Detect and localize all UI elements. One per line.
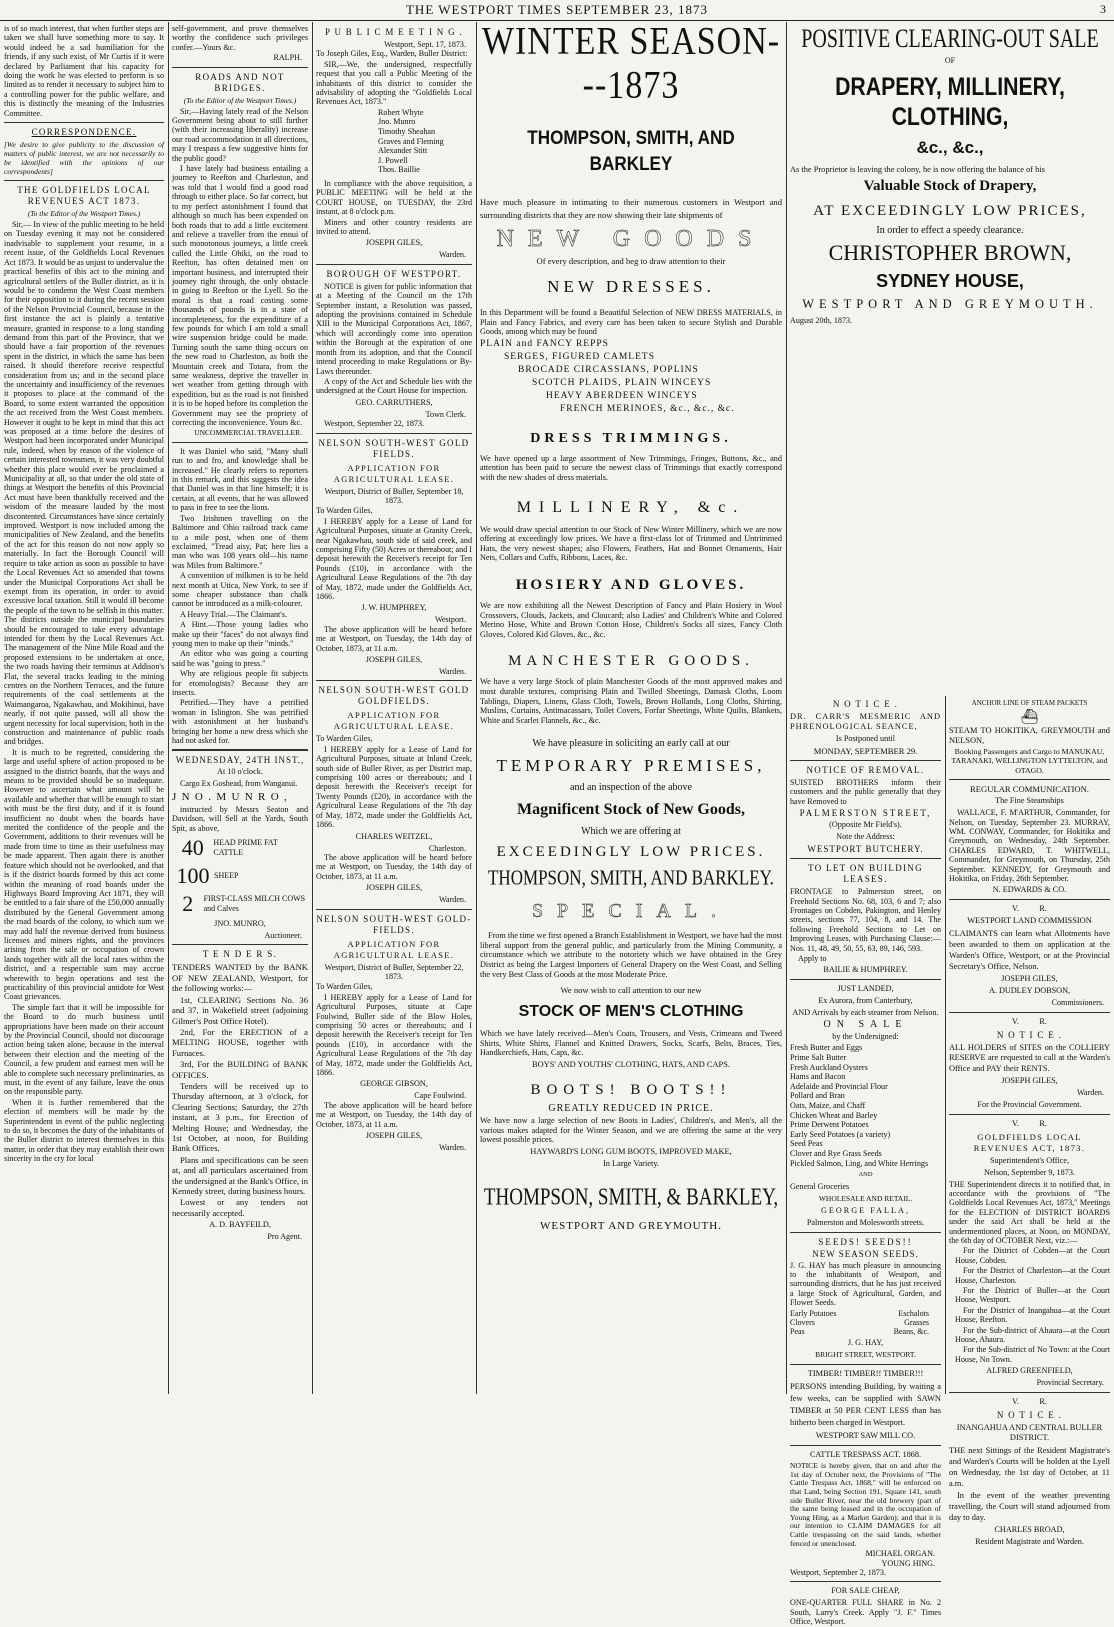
- sale-instructions: instructed by Messrs Seaton and Davidson, will Sell at the Yards, South Spit, as above,: [172, 804, 308, 833]
- notice-subheading: APPLICATION FOR AGRICULTURAL LEASE.: [333, 710, 455, 732]
- notice-date: Westport, September 22, 1873.: [324, 419, 425, 429]
- millinery-heading: MILLINERY, &c.: [516, 498, 746, 516]
- claimants-text: CLAIMANTS can learn what Allotments have been awarded to them on application at the Warden's Office, Westport, or at the Provincial Secretary's Office, Nelson.: [949, 929, 1110, 972]
- notice-body: In compliance with the above requisition, a PUBLIC MEETING will be held at the COURT HOUSE, on TUESDAY, the 23rd instant, at 8 o'clock p.m.: [316, 179, 472, 217]
- ad-line: OF: [944, 56, 956, 65]
- cattle-text: NOTICE is hereby given, that on and after the 1st day of October next, the Provisions of "The Cattle Trespass Act, 1868," will be enforced on that Land, being Section 191, Square 141, south side Buller River, near the old brewery (part of the same being leased and in the occupation of Young Hing, as a Market Garden); and that it is our intention to CLAIM DAMAGES for all Cattle trespassing on the said lands, whether fenced or unenclosed.: [790, 1461, 941, 1548]
- new-goods-heading: NEW GOODS: [496, 226, 766, 252]
- proprietor-name: CHRISTOPHER BROWN,: [828, 240, 1072, 265]
- notice-role: Cape Foulwind.: [414, 1091, 466, 1101]
- ad-line: Note the Address:: [836, 832, 895, 842]
- trimmings-heading: DRESS TRIMMINGS.: [530, 430, 732, 446]
- miscellany-item: A Hint.—Those young ladies who make up their "faces" do not always find young men to make up their "minds.": [172, 620, 308, 648]
- butchery-name: WESTPORT BUTCHERY.: [807, 844, 924, 855]
- divider: [790, 1364, 941, 1365]
- notice-date: Westport, District of Buller, September 22, 1873.: [324, 962, 464, 981]
- election-place: For the Sub-district of Ahaura—at the Court House, Ahaura.: [955, 1325, 1110, 1344]
- notice-role: Commissioners.: [1051, 998, 1104, 1008]
- vr-mark: V. R.: [1012, 1118, 1047, 1128]
- notice-role: Warden.: [439, 667, 466, 677]
- divider: [316, 264, 472, 265]
- special-heading: SPECIAL.: [531, 900, 731, 923]
- notice-signature: GEO. CARRUTHERS,: [355, 397, 433, 407]
- seed-row: [790, 1318, 941, 1327]
- column-5-clearing-sale: [790, 24, 1110, 696]
- divider: [316, 680, 472, 681]
- new-address: PALMERSTON STREET,: [799, 808, 932, 819]
- notice-addressee: To Warden Giles,: [316, 982, 373, 992]
- letter-paragraph: I have lately had business entailing a journey to Reefton and Charleston, and was told that I would find a good road through to either place. So far correct, but to my perfect astonishment I found that although so much has been expended on both roads that to add a little excitement and relieve a traveller from the ennui of such monotonous journeys, a little creek called the Little Ohiki, on the road to Reefton, has often detained men on important business, and interrupted their journey right through, the only obstacle in going to Reefton or the Lyell. So the moral is that a road costing some thousands of pounds is in a state of incompleteness, for the expenditure of a few pounds for which I am told a small wire suspension bridge could be made. Turning south the same thing occurs on the new road to Charleston, as both the Mountain creek and Totara, from the same weakness, deprive the traveller in wet weather from getting through with expedition, but as the road is not finished it is to be hoped before its completion the Government may see the propriety of correcting the inconvenience. Yours &c.: [172, 164, 308, 428]
- signatory: Graves and Fleming: [378, 136, 444, 146]
- signatory: Alexander Stitt: [378, 146, 428, 156]
- lot-text: FIRST-CLASS MILCH COWS and Calves: [203, 894, 306, 914]
- district-heading: INANGAHUA AND CENTRAL BULLER DISTRICT.: [956, 1422, 1103, 1442]
- mill-name: WESTPORT SAW MILL CO.: [815, 1431, 916, 1441]
- boots-heading: BOOTS! BOOTS!!: [530, 1082, 732, 1099]
- notice-heading: GOLDFIELDS LOCAL REVENUES ACT, 1873.: [973, 1131, 1086, 1153]
- lot-number: 100: [176, 863, 210, 889]
- election-place: For the District of Inangahua—at the Court House, Reefton.: [955, 1305, 1110, 1325]
- letter-heading: ROADS AND NOT BRIDGES.: [195, 71, 285, 93]
- divider: [790, 1445, 941, 1446]
- signatory: Timothy Sheahan: [378, 127, 436, 137]
- ad-line: Apply to: [798, 954, 827, 964]
- goods-item: Pollard and Bran: [790, 1091, 845, 1101]
- seance-date: MONDAY, SEPTEMBER 29.: [813, 746, 918, 756]
- notice-heading: N O T I C E .: [996, 1029, 1063, 1040]
- column-3: [316, 24, 472, 1394]
- notice-addressee: To Warden Giles,: [316, 734, 373, 744]
- column-2: [172, 24, 308, 1394]
- ad-line: Which we are offering at: [581, 826, 681, 838]
- tender-signature: A. D. BAYFEILD,: [209, 1220, 271, 1230]
- column-5a: [790, 696, 941, 1627]
- seed-item: Eschalots: [898, 1308, 929, 1318]
- goods-item: General Groceries: [790, 1182, 850, 1192]
- column-rule: [786, 22, 787, 1394]
- manchester-text: We have a very large Stock of plain Manchester Goods of the most approved makes and most durable textures, comprising Plain and Twilled Sheetings, Damask Cloths, Loom Tablings, Diapers, Linens, Glass Cloth, Towels, Brown Hollands, Long Cloths, Shirting, Muslins, Curtains, Antimacassars, Toilet Covers, Forfar Sheetings, White Quilts, Blankets, White and Scarlet Flannels, &c., &c.: [480, 677, 782, 725]
- column-rule: [168, 22, 169, 1394]
- special-text: From the time we first opened a Branch Establishment in Westport, we have had the most liberal support from the general public, and particularly from the Mining Community, a circumstance which we attribute to the notoriety which we have obtained in the Grey District as being the Largest Importers of General Drapery on the West Coast, and Selling the very Best Class of Goods at the most Moderate Price.: [480, 931, 782, 979]
- divider: [949, 779, 1110, 780]
- lot-number: 2: [182, 891, 194, 917]
- divider: [949, 1114, 1110, 1115]
- lease-text: FRONTAGE to Palmerston street, on Freehold Sections No. 68, 103, 6 and 7; also Frontages on Cobden, Pakington, and Henley streets, sections 77, 104, 8, and 14. The following Freehold Sections to Let on Improving Leases, with Purchasing Clause:—Nos. 11, 48, 49, 50, 55, 63, 89, 146, 593.: [790, 887, 941, 953]
- ad-line: by the Undersigned:: [832, 1032, 899, 1042]
- notice-heading: NELSON SOUTH-WEST GOLD GOLDFIELDS.: [318, 685, 470, 707]
- firm-name: THOMPSON, SMITH, AND BARKLEY: [527, 128, 735, 175]
- miscellany-item: Why are religious people fit subjects for etomologists? Because they are insects.: [172, 669, 308, 697]
- sittings-text: THE next Sittings of the Resident Magistrate's and Warden's Courts will be holden at the Lyell on Wednesday, the 1st day of October, at 11 a.m.: [949, 1445, 1110, 1488]
- lot-text: SHEEP: [214, 871, 239, 881]
- signatory: Thos. Baillie: [378, 165, 420, 175]
- ad-signature: BAILIE & HUMPHREY.: [823, 965, 908, 975]
- vr-mark: V. R.: [1012, 1016, 1047, 1026]
- goods-item: Prime Salt Butter: [790, 1053, 847, 1063]
- ad-intro: Have much pleasure in intimating to their numerous customers in Westport and surrounding districts that they are now showing their late shipments of: [480, 197, 782, 220]
- goods-item: Prime Derwent Potatoes: [790, 1120, 869, 1130]
- places: WESTPORT AND GREYMOUTH.: [802, 297, 1098, 311]
- notice-signature: YOUNG HING.: [881, 1558, 935, 1568]
- ad-line: The Fine Steamships: [995, 796, 1064, 806]
- ad-line: In order to effect a speedy clearance.: [876, 225, 1024, 236]
- notice-signature: CHARLES BROAD,: [994, 1524, 1065, 1534]
- notice-heading: N O T I C E .: [832, 699, 899, 709]
- tender-item: 1st, CLEARING Sections No. 36 and 37, in Wakefield street (adjoining Gilmer's Post Office Hotel).: [172, 994, 308, 1026]
- lot-row: [172, 863, 308, 889]
- ad-date: August 20th, 1873.: [790, 316, 853, 325]
- seeds-heading: SEEDS! SEEDS!!: [818, 1236, 913, 1247]
- newspaper-title: THE WESTPORT TIMES SEPTEMBER 23, 1873: [405, 2, 709, 17]
- boots-text: We have now a large selection of new Boots in Ladies', Children's, and Men's, all the various makes adapted for the Winter Season, and we are offering the same at the very lowest possible prices.: [480, 1116, 782, 1145]
- goods-item: Adelaide and Provincial Flour: [790, 1081, 888, 1091]
- valuable-stock: Valuable Stock of Drapery,: [863, 178, 1037, 194]
- notice-addressee: To Joseph Giles, Esq., Warden, Buller District:: [316, 49, 468, 59]
- sydney-house: SYDNEY HOUSE,: [876, 271, 1024, 291]
- notice-signature: JOSEPH GILES,: [365, 1131, 423, 1141]
- notice-body: I HEREBY apply for a Lease of Land for Agricultural Purposes, situate at Cape Foulwind, Buller side of the Blow Holes, comprising 50 acres or thereabouts; and I deposit herewith the Receiver's receipt for Ten pounds (£10), in accordance with the Agricultural Lease Regulations of the 7th day of May, 1872, made under the Goldfields Act, 1866.: [316, 992, 472, 1077]
- seeds-subheading: NEW SEASON SEEDS.: [812, 1248, 919, 1259]
- election-place: For the Sub-district of No Town: at the Court House, No Town.: [955, 1345, 1110, 1364]
- merchant-name: J. G. HAY,: [847, 1338, 884, 1348]
- for-sale-text: ONE-QUARTER FULL SHARE in No. 2 South, Larry's Creek. Apply "J. F." Times Office, Westport.: [790, 1598, 941, 1627]
- low-prices: EXCEEDINGLY LOW PRICES.: [496, 844, 766, 861]
- tenders-heading: T E N D E R S.: [202, 949, 278, 960]
- ad-line: We have pleasure in soliciting an early call at our: [532, 738, 730, 750]
- timber-heading: TIMBER! TIMBER!! TIMBER!!!: [807, 1369, 924, 1379]
- notice-signature: JOSEPH GILES,: [365, 655, 423, 665]
- notice-signature: JOSEPH GILES,: [365, 883, 423, 893]
- vr-mark: V. R.: [1012, 1396, 1047, 1406]
- election-text: THE Superintendent directs it to notified that, in accordance with the provisions of "The Goldfields Local Revenues Act, 1873," Meetings for the ELECTION of DISTRICT BOARDS under the said Act shall be held at the undermentioned places, at Noon, on MONDAY, the 6th day of OCTOBER Next, viz.:—: [949, 1179, 1110, 1245]
- notice-body: SIR,—We, the undersigned, respectfully request that you call a Public Meeting of the inhabitants of this district to consider the advisability of adopting the "Goldfields Local Revenues Act, 1873.": [316, 59, 472, 107]
- miscellany-item: A Heavy Trial.—The Claimant's.: [180, 609, 287, 619]
- auctioneer-role: Auctioneer.: [264, 931, 302, 941]
- notice-signature: MICHAEL ORGAN.: [865, 1549, 935, 1559]
- shipping-line: ANCHOR LINE OF STEAM PACKETS: [971, 699, 1088, 707]
- notice-body: Miners and other country residents are invited to attend.: [316, 217, 472, 237]
- ad-line: WHOLESALE AND RETAIL.: [818, 1193, 913, 1203]
- seed-item: Peas: [790, 1327, 805, 1337]
- ship-icon: ⛴: [1020, 710, 1039, 725]
- booking-text: Booking Passengers and Cargo to MANUKAU, TARANAKI, WELLINGTON LYTTELTON, and OTAGO.: [951, 747, 1108, 775]
- notice-date: Westport, District of Buller, September 18, 1873.: [324, 486, 464, 505]
- seance-notice: DR. CARR'S MESMERIC AND PHRENOLOGICAL SEANCE,: [790, 712, 941, 731]
- divider: [790, 760, 941, 761]
- tenders-intro: TENDERS WANTED by the BANK OF NEW ZEALAND, Westport, for the following works:—: [172, 962, 308, 994]
- divider: [172, 67, 308, 68]
- firm-places: WESTPORT AND GREYMOUTH.: [540, 1219, 722, 1232]
- notice-signature: ALFRED GREENFIELD,: [986, 1366, 1073, 1376]
- millinery-text: We would draw special attention to our Stock of New Winter Millinery, which we are now offering at exceedingly low prices. We have a first-class lot of Trimmed and Untrimmed Hats, the very newest shapes; also Flowers, Feathers, Hat and Bonnet Ornaments, Hair Nets, Collars and Cuffs, Ribbons, Laces, &c.: [480, 524, 782, 563]
- miscellany-item: It was Daniel who said, "Many shall run to and fro, and knowledge shall be increased." He clearly refers to reporters in this remark, and this suggests the idea that Daniel was in that line himself; it is certain, at all events, that he was allowed to pass in free to see the lions.: [172, 446, 308, 513]
- notice-subheading: APPLICATION FOR AGRICULTURAL LEASE.: [333, 938, 455, 960]
- notice-body: The above application will be heard before me at Westport, on Tuesday, the 14th day of October, 1873, at 11 a.m.: [316, 1100, 472, 1129]
- letter-paragraph: It is much to be regretted, considering the large and useful sphere of action proposed to be assigned to the district boards, that the ways and means to be provided should be so inadequate. However to ascertain what amount will be available and whether that will be enough to start with must be the first duty, and if it is found insufficient no doubt when the boards have merited the confidence of the people and the Government, additions to their revenues will be made from time to time as their usefulness may be made apparent. Then again there is another feature which should not be overlooked, and that is if the district boards formed by this act come within the meaning of road boards under the Highways Board Improving Act 1871, they will be entitled to a fair share of the £50,000 annually distributed by the General Government among the road boards of the colony, to which sum we may add half the revenue derived from business licenses and miners rights, and the provinces arising from the sale or occupation of crown lands together with all the local rates within the district, and a respectable sum may accrue wherewith to begin operations and test the practicability of this provincial antidote for West Coast grievances.: [4, 747, 164, 1002]
- lot-row: [172, 891, 308, 917]
- notice-body: The above application will be heard before me at Westport, on Tuesday, the 14th day of October, 1873, at 11 a.m.: [316, 624, 472, 653]
- notice-subheading: APPLICATION FOR AGRICULTURAL LEASE.: [333, 462, 455, 484]
- notice-role: Warden.: [439, 895, 466, 905]
- auctioneer-heading: J N O . M U N R O ,: [172, 790, 289, 803]
- letter-heading: THE GOLDFIELDS LOCAL REVENUES ACT 1873.: [17, 185, 151, 207]
- divider: [949, 899, 1110, 900]
- notice-heading: BOROUGH OF WESTPORT.: [326, 268, 462, 279]
- merchant-address: Palmerston and Molesworth streets.: [806, 1217, 925, 1227]
- hayward-boots: HAYWARD'S LONG GUM BOOTS, IMPROVED MAKE,: [530, 1146, 732, 1156]
- dresses-text: In this Department will be found a Beautiful Selection of NEW DRESS MATERIALS, in Plain and Fancy Fabrics, and every care has been taken to secure Stylish and Durable Goods, among which may be found: [480, 308, 782, 337]
- letter-continuation: self-government, and prove themselves worthy the confidence such privileges confer.—Yours &c.: [172, 24, 308, 52]
- ad-line: Of every description, and beg to draw attention to their: [536, 256, 726, 266]
- goods-item: Fresh Butter and Eggs: [790, 1043, 863, 1053]
- notice-heading: NELSON SOUTH-WEST GOLD FIELDS.: [318, 437, 470, 459]
- divider: [4, 180, 164, 181]
- notice-signature: JOSEPH GILES,: [365, 238, 423, 248]
- notice-signature: CHARLES WEITZEL,: [355, 831, 433, 841]
- letter-paragraph: The simple fact that it will be impossible for the Board to do much business until appropriations have been made on their account by the Provincial Council, should not discourage action being taken alone, because in the interval between their election and the meeting of the Council, a few prudent and earnest men will be able to complete such necessary preliminaries, as must, in the event of any failure, leave the onus on the responsible party.: [4, 1002, 164, 1097]
- premises-heading: TEMPORARY PREMISES,: [496, 756, 766, 776]
- notice-signature: JOSEPH GILES,: [1001, 974, 1058, 984]
- divider: [172, 749, 308, 751]
- column-rule: [476, 22, 477, 1394]
- page-number: 3: [1100, 2, 1106, 16]
- notice-body: I HEREBY apply for a Lease of Land for Agricultural Purposes, situate at Granity Creek, near Ngakawhau, south side of said creek, and comprising Fifty (50) Acres or thereabout; and I deposit herewith the Receiver's receipt for Ten Pounds (£10), in accordance with the Agricultural Lease Regulations of the 7th day of May, 1872, made under the Goldfields Act, 1866.: [316, 516, 472, 601]
- seed-item: Clovers: [790, 1317, 815, 1327]
- for-sale-heading: FOR SALE CHEAP,: [831, 1586, 900, 1596]
- tender-terms: Plans and specifications can be seen at, and all particulars ascertained from the undersigned at the Bank's Office, in Kennedy street, during business hours.: [172, 1154, 308, 1196]
- election-place: For the District of Cobden—at the Court House, Cobden.: [955, 1246, 1110, 1265]
- goods-item: Hams and Bacon: [790, 1072, 846, 1082]
- steam-service: STEAM TO HOKITIKA, GREYMOUTH and NELSON,: [949, 726, 1110, 745]
- notice-signature: JOSEPH GILES,: [1001, 1076, 1058, 1086]
- election-place: For the District of Charleston—at the Court House, Charleston.: [955, 1266, 1110, 1285]
- notice-role: Town Clerk.: [425, 409, 466, 419]
- ad-line: AND: [858, 1171, 873, 1179]
- divider: [949, 1392, 1110, 1393]
- notice-signature: J. W. HUMPHREY,: [361, 603, 427, 613]
- ad-line: Is Postponed until: [835, 734, 896, 743]
- ad-line: Ex Aurora, from Canterbury,: [818, 996, 913, 1006]
- goods-item: Seed Peas: [790, 1139, 823, 1149]
- sale-headline: POSITIVE CLEARING-OUT SALE: [801, 24, 1099, 54]
- seed-item: Grasses: [904, 1317, 929, 1327]
- goods-item: Early Seed Potatoes (a variety): [790, 1129, 891, 1139]
- fabric-item: SERGES, FIGURED CAMLETS: [504, 351, 655, 362]
- signatory: Robert Whyte: [378, 107, 424, 117]
- column-1: [4, 24, 164, 1394]
- article-continuation: is of so much interest, that when further steps are taken we shall have something more to say. It would indeed be a sad humiliation for the friends, if any such exist, of Mr Curtis if it were declared by Parliament that his capacity for doing the work he was elected to perform is so limited as to render it necessary to subject him to a controlling power for the public welfare, and this is distinctly the meaning of the Industries Committee.: [4, 24, 164, 118]
- divider: [316, 433, 472, 434]
- divider: [316, 909, 472, 910]
- fabric-item: BROCADE CIRCASSIANS, POPLINS: [518, 364, 699, 375]
- goods-item: Clover and Rye Grass Seeds: [790, 1149, 882, 1158]
- sale-date: WEDNESDAY, 24TH INST.,: [175, 755, 305, 766]
- election-place: For the District of Buller—at the Court House, Westport.: [955, 1285, 1110, 1305]
- seeds-text: J. G. HAY has much pleasure in announcing to the inhabitants of Westport, and surrounding districts, that he has just received a large Stock of Agricultural, Garden, and Flower Seeds.: [790, 1260, 941, 1308]
- notice-heading: TO LET ON BUILDING LEASES.: [808, 863, 923, 885]
- miscellany-item: An editor who was going a courting said he was "going to press.": [172, 649, 308, 668]
- letter-paragraph: When it is further remembered that the election of members will be made by the Superintendent in event of the public neglecting to do so, it becomes the duty of the inhabitants of the Buller district to interest themselves in this matter, in order that they may establish their own sincerity in the cry for local: [4, 1097, 164, 1164]
- notice-signature: GEORGE GIBSON,: [360, 1079, 428, 1089]
- signatory: Jno. Munro: [378, 117, 416, 127]
- notice-role: Warden.: [1077, 1088, 1104, 1098]
- vr-mark: V. R.: [1012, 904, 1047, 914]
- goods-item: Fresh Auckland Oysters: [790, 1062, 868, 1072]
- seed-item: Early Potatoes: [790, 1308, 837, 1318]
- on-sale-heading: ON SALE: [823, 1019, 908, 1031]
- tender-terms: Tenders will be received up to Thursday afternoon, at 3 o'clock, for Clearing Sections; Saturday, the 27th instant, at 3 p.m., for Erection of Melting House; and Wednesday, the 1st October, at noon, for Building Bank Offices.: [172, 1080, 308, 1154]
- notice-role: Warden.: [439, 250, 466, 260]
- divider: [790, 1581, 941, 1582]
- miscellany-item: Two Irishmen travelling on the Baltimore and Ohio railroad track came to a mile post, when one of them exclaimed, "Tread aisy, Pat; here lies a man who was 108 years old—his name was Miles from Baltimore.": [172, 513, 308, 570]
- lot-number: 40: [181, 835, 204, 861]
- column-rule: [945, 696, 946, 1394]
- hosiery-heading: HOSIERY AND GLOVES.: [515, 576, 747, 593]
- tender-role: Pro Agent.: [267, 1232, 302, 1242]
- notice-date: Westport, Sept. 17, 1873.: [384, 40, 466, 49]
- tender-item: 3rd, For the BUILDING of BANK OFFICES.: [172, 1059, 308, 1080]
- lot-text: HEAD PRIME FAT CATTLE: [213, 838, 278, 858]
- seed-row: [790, 1327, 941, 1336]
- notice-heading: CATTLE TRESPASS ACT. 1868.: [809, 1450, 922, 1460]
- ad-line: Superintendent's Office,: [989, 1155, 1070, 1165]
- notice-role: Charleston.: [428, 843, 466, 853]
- etc-line: &c., &c.,: [916, 138, 984, 157]
- notice-date: Nelson, September 9, 1873.: [984, 1167, 1075, 1177]
- notice-role: For the Provincial Government.: [977, 1099, 1082, 1109]
- divider: [949, 1012, 1110, 1013]
- ad-line: (Opposite Mr Field's).: [829, 820, 902, 830]
- column-4-drapery-ad: [480, 20, 782, 1394]
- ad-line: We now wish to call attention to our new: [560, 985, 702, 996]
- sailing-schedule: WALLACE, F. M'ARTHUR, Commander, for Nelson, on Tuesday, September 23. MURRAY, WM. CONWAY, Commander, for Hokitika and Greymouth, on Wednesday, 24th September. CHARLES EDWARD, T. WHITWELL, Commander, for Greymouth, on Thursday, 25th September. KENNEDY, for Greymouth and Hokitika, on Friday, 26th September.: [949, 808, 1110, 884]
- letter-signature: UNCOMMERCIAL TRAVELLER.: [194, 428, 302, 438]
- sale-cargo: Cargo Ex Goshead, from Wanganui.: [180, 779, 298, 789]
- variety: In Large Variety.: [602, 1158, 660, 1168]
- notice-addressee: To Warden Giles,: [316, 506, 373, 516]
- notice-heading: NELSON SOUTH-WEST GOLD-FIELDS.: [316, 913, 472, 935]
- sittings-text: In the event of the weather preventing travelling, the Court will stand adjourned from day to day.: [949, 1490, 1110, 1522]
- low-prices: AT EXCEEDINGLY LOW PRICES,: [813, 203, 1087, 219]
- editorial-note: [We desire to give publicity to the discussion of matters of public interest, we are not necessarily to be identified with the opinions of our correspondents]: [4, 140, 164, 177]
- fabric-item: HEAVY ABERDEEN WINCEYS: [546, 390, 698, 401]
- boots-subheading: GREATLY REDUCED IN PRICE.: [548, 1103, 714, 1115]
- letter-signature: RALPH.: [273, 53, 302, 63]
- dresses-heading: NEW DRESSES.: [547, 277, 715, 296]
- ad-headline: WINTER SEASON---1873: [481, 20, 781, 107]
- divider: [790, 979, 941, 980]
- notice-role: Provincial Secretary.: [1036, 1378, 1104, 1388]
- notice-body: The above application will be heard before me at Westport, on Tuesday, the 14th day of October, 1873, at 11 a.m.: [316, 852, 472, 881]
- goods-item: Pickled Salmon, Ling, and White Herrings: [790, 1158, 929, 1168]
- notice-role: Warden.: [439, 1143, 466, 1153]
- seed-row: [790, 1309, 941, 1318]
- signatory: J. Powell: [378, 155, 408, 165]
- letter-addressee: (To the Editor of the Westport Times.): [183, 95, 297, 105]
- notice-body: A copy of the Act and Schedule lies with the undersigned at the Court House for inspection.: [316, 376, 472, 396]
- boys-clothing: BOYS' AND YOUTHS' CLOTHING, HATS, AND CAPS.: [532, 1060, 730, 1070]
- divider: [790, 858, 941, 859]
- tender-terms: Lowest or any tenders not necessarily accepted.: [172, 1197, 308, 1218]
- divider: [4, 122, 164, 123]
- drapery-headline: DRAPERY, MILLINERY, CLOTHING,: [835, 73, 1065, 131]
- merchant-address: BRIGHT STREET, WESTPORT.: [815, 1350, 916, 1360]
- miscellany-item: Petrified.—They have a petrified woman in Islington. She was petrified with astonishment at her husband's bringing her home a new dress which she had not asked for.: [172, 698, 308, 746]
- notice-role: Resident Magistrate and Warden.: [975, 1536, 1084, 1546]
- letter-addressee: (To the Editor of the Westport Times.): [27, 209, 141, 219]
- divider: [790, 1232, 941, 1233]
- notice-heading: NOTICE OF REMOVAL.: [806, 765, 925, 775]
- miscellany-item: A convention of milkmen is to be held next month at Utica, New York, to see if some cheaper substance than chalk cannot be introduced as a milk-colourer.: [172, 571, 308, 609]
- notice-heading: N O T I C E .: [996, 1409, 1063, 1420]
- notice-heading: P U B L I C M E E T I N G .: [324, 27, 464, 37]
- goods-item: Chicken Wheat and Barley: [790, 1110, 878, 1120]
- notice-signature: A. DUDLEY DOBSON,: [988, 986, 1071, 996]
- timber-text: PERSONS intending Building, by waiting a few weeks, can be supplied with SAWN TIMBER at 50 PER CENT LESS than has hitherto been charged in Westport.: [790, 1382, 941, 1428]
- firm-name: THOMPSON, SMITH, AND BARKLEY.: [488, 865, 774, 890]
- column-5b: [949, 696, 1110, 1546]
- fabric-item: PLAIN and FANCY REPPS: [480, 338, 609, 349]
- notice-role: Westport.: [434, 615, 466, 625]
- column-rule: [312, 22, 313, 1394]
- colliery-text: ALL HOLDERS of SITES on the COLLIERY RESERVE are requested to call at the Warden's Office and PAY their RENTS.: [949, 1042, 1110, 1073]
- tender-item: 2nd, For the ERECTION of a MELTING HOUSE, together with Furnaces.: [172, 1026, 308, 1058]
- fabric-item: SCOTCH PLAIDS, PLAIN WINCEYS: [532, 377, 712, 388]
- mens-clothing-text: Which we have lately received—Men's Coats, Trousers, and Vests, Crimeans and Tweed Shirts, White Shirts, Flannel and Knitted Drawers, Socks, Scarfs, Belts, Braces, Ties, Handkerchiefs, Hats, Caps, &c.: [480, 1029, 782, 1058]
- section-heading: CORRESPONDENCE.: [31, 127, 137, 138]
- mens-clothing-heading: STOCK OF MEN'S CLOTHING: [518, 1003, 744, 1021]
- hosiery-text: We are now exhibiting all the Newest Description of Fancy and Plain Hosiery in Wool Crossovers, Clouds, Jackets, and Cloucard; also Ladies' and Children's White and Colored Merino Hose, White and Brown Cotton Hose, Children's Socks all sizes, Fancy Cloth Gloves, Colored Kid Gloves, &c., &c.: [480, 600, 782, 639]
- notice-date: Westport, September 2, 1873.: [790, 1567, 887, 1577]
- notice-body: I HEREBY apply for a Lease of Land for Agricultural Purposes, situate at Inland Creek, south side of Buller River, as per District map, comprising 100 acres or thereabouts; and I deposit herewith the Receiver's receipt for Twenty Pounds (£20), in accordance with the Agricultural Lease Regulations of the 7th day of May, 1872, made under the Goldfields Act, 1866.: [316, 744, 472, 830]
- divider: [172, 944, 308, 945]
- ad-line: and an inspection of the above: [570, 782, 692, 794]
- lot-row: [172, 835, 308, 861]
- sale-time: At 10 o'clock.: [217, 767, 263, 777]
- seed-item: Beans, &c.: [893, 1327, 929, 1337]
- goods-item: Oats, Maize, and Chaff: [790, 1101, 866, 1111]
- manchester-heading: MANCHESTER GOODS.: [508, 653, 754, 670]
- trimmings-text: We have opened up a large assortment of New Trimmings, Fringes, Buttons, &c., and attention has been paid to secure the newest class of Trimmings that exactly correspond with the new shades of dress materials.: [480, 453, 782, 482]
- masthead: [0, 0, 1114, 21]
- ad-intro: As the Proprietor is leaving the colony, he is now offering the balance of his: [790, 165, 1045, 174]
- merchant-name: GEORGE FALLA,: [820, 1205, 911, 1215]
- notice-body: NOTICE is given for public information that at a Meeting of the Council on the 17th September instant, a Resolution was passed, adopting the provisions contained in Schedule XIII to the Municipal Corporations Act, 1867, which will accordingly come into operation within the Borough at the expiration of one month from its adoption, and that the Council intend proceeding to make Regulations or By-Laws thereunder.: [316, 281, 472, 376]
- notice-heading: WESTPORT LAND COMMISSION: [967, 916, 1092, 926]
- regular-communication: REGULAR COMMUNICATION.: [970, 784, 1089, 795]
- letter-paragraph: Sir,—Having lately read of the Nelson Government being about to still further (with their increasing liberality) increase our road accommodation in all directions, may I trespass a few suggestive hints for the public good?: [172, 106, 308, 163]
- divider: [172, 442, 308, 443]
- letter-paragraph: Sir,— In view of the public meeting to be held on Tuesday evening it may not be considered inadvisable to supplement your resume, in a recent issue, of the Goldfields Local Revenues Act 1873. It would be as unjust to undervalue the practical benefits of this act to the mining and agricultural settlers of the Buller district, as it is would be to condemn the West Coast members for their opposition to it during the recent session of the Nelson Provincial Council, because in the first instance the act is plainly a tentative measure, granted in response to a long standing demand from this part of the Province, that we should have a fair proportion of the revenues spent in the district, in which the same has been raised. It should therefore receive respectful consideration from us; and in the second place the uncertainty and insufficiency of the revenues it proposes to place at the command of the Board, to some extent warranted the opposition the act received from the West Coast members. However it ought to be kept in mind that this act was proposed at a time before the desires of Westport had been incorporated under Municipal rule, indeed, when by reason of the violence of certain interested townsmen, it was very doubtful whether this place would ever be proclaimed a Municipality at all, so that under the old state of things at Westport the benefits of this Provincial Act must have been thankfully received and the wisdom of the measure lauded by the most discontented. Circumstances have since certainly improved. Westport is now included among the municipalities of New Zealand, and the benefits of the act for this reason do not now apply so materially. In fact the Borough Council will require to take action as soon as possible to have the Local Revenues Act so amended that towns under the Municipal Corporations Act shall be exempt from its operation, in order to avoid excessive local taxation. Still it would ill become the people of the town to be selfish in this matter. The districts outside the municipal boundaries should be encouraged to take every advantage intended for them by the Local Revenues Act. The management of the Nine Mile Road and the proposed extensions to be undertaken at once, the two roads having their terminus at Addison's Flat, the several tracks leading to the mining centres on the Northern Terraces, and the future requirements of the coal settlements at the Waimangaroa, Ngakawhau, and Mokihinui, have nearly, if not quite passed, will all show the urgent necessity for local supervision, both in the construction and maintenance of public roads and bridges.: [4, 220, 164, 747]
- ad-line: JUST LANDED,: [837, 984, 894, 994]
- ad-line: AND Arrivals by each steamer from Nelson.: [792, 1008, 939, 1018]
- fabric-item: FRENCH MERINOES, &c., &c., &c.: [560, 403, 735, 414]
- firm-name: THOMPSON, SMITH, & BARKLEY,: [483, 1183, 779, 1211]
- agent-name: N. EDWARDS & CO.: [992, 885, 1067, 895]
- magnificent-stock: Magnificent Stock of New Goods,: [517, 801, 745, 819]
- auctioneer-name: JNO. MUNRO,: [214, 919, 266, 929]
- removal-text: SUISTED BROTHERS inform their customers and the public generally that they have Removed to: [790, 778, 941, 806]
